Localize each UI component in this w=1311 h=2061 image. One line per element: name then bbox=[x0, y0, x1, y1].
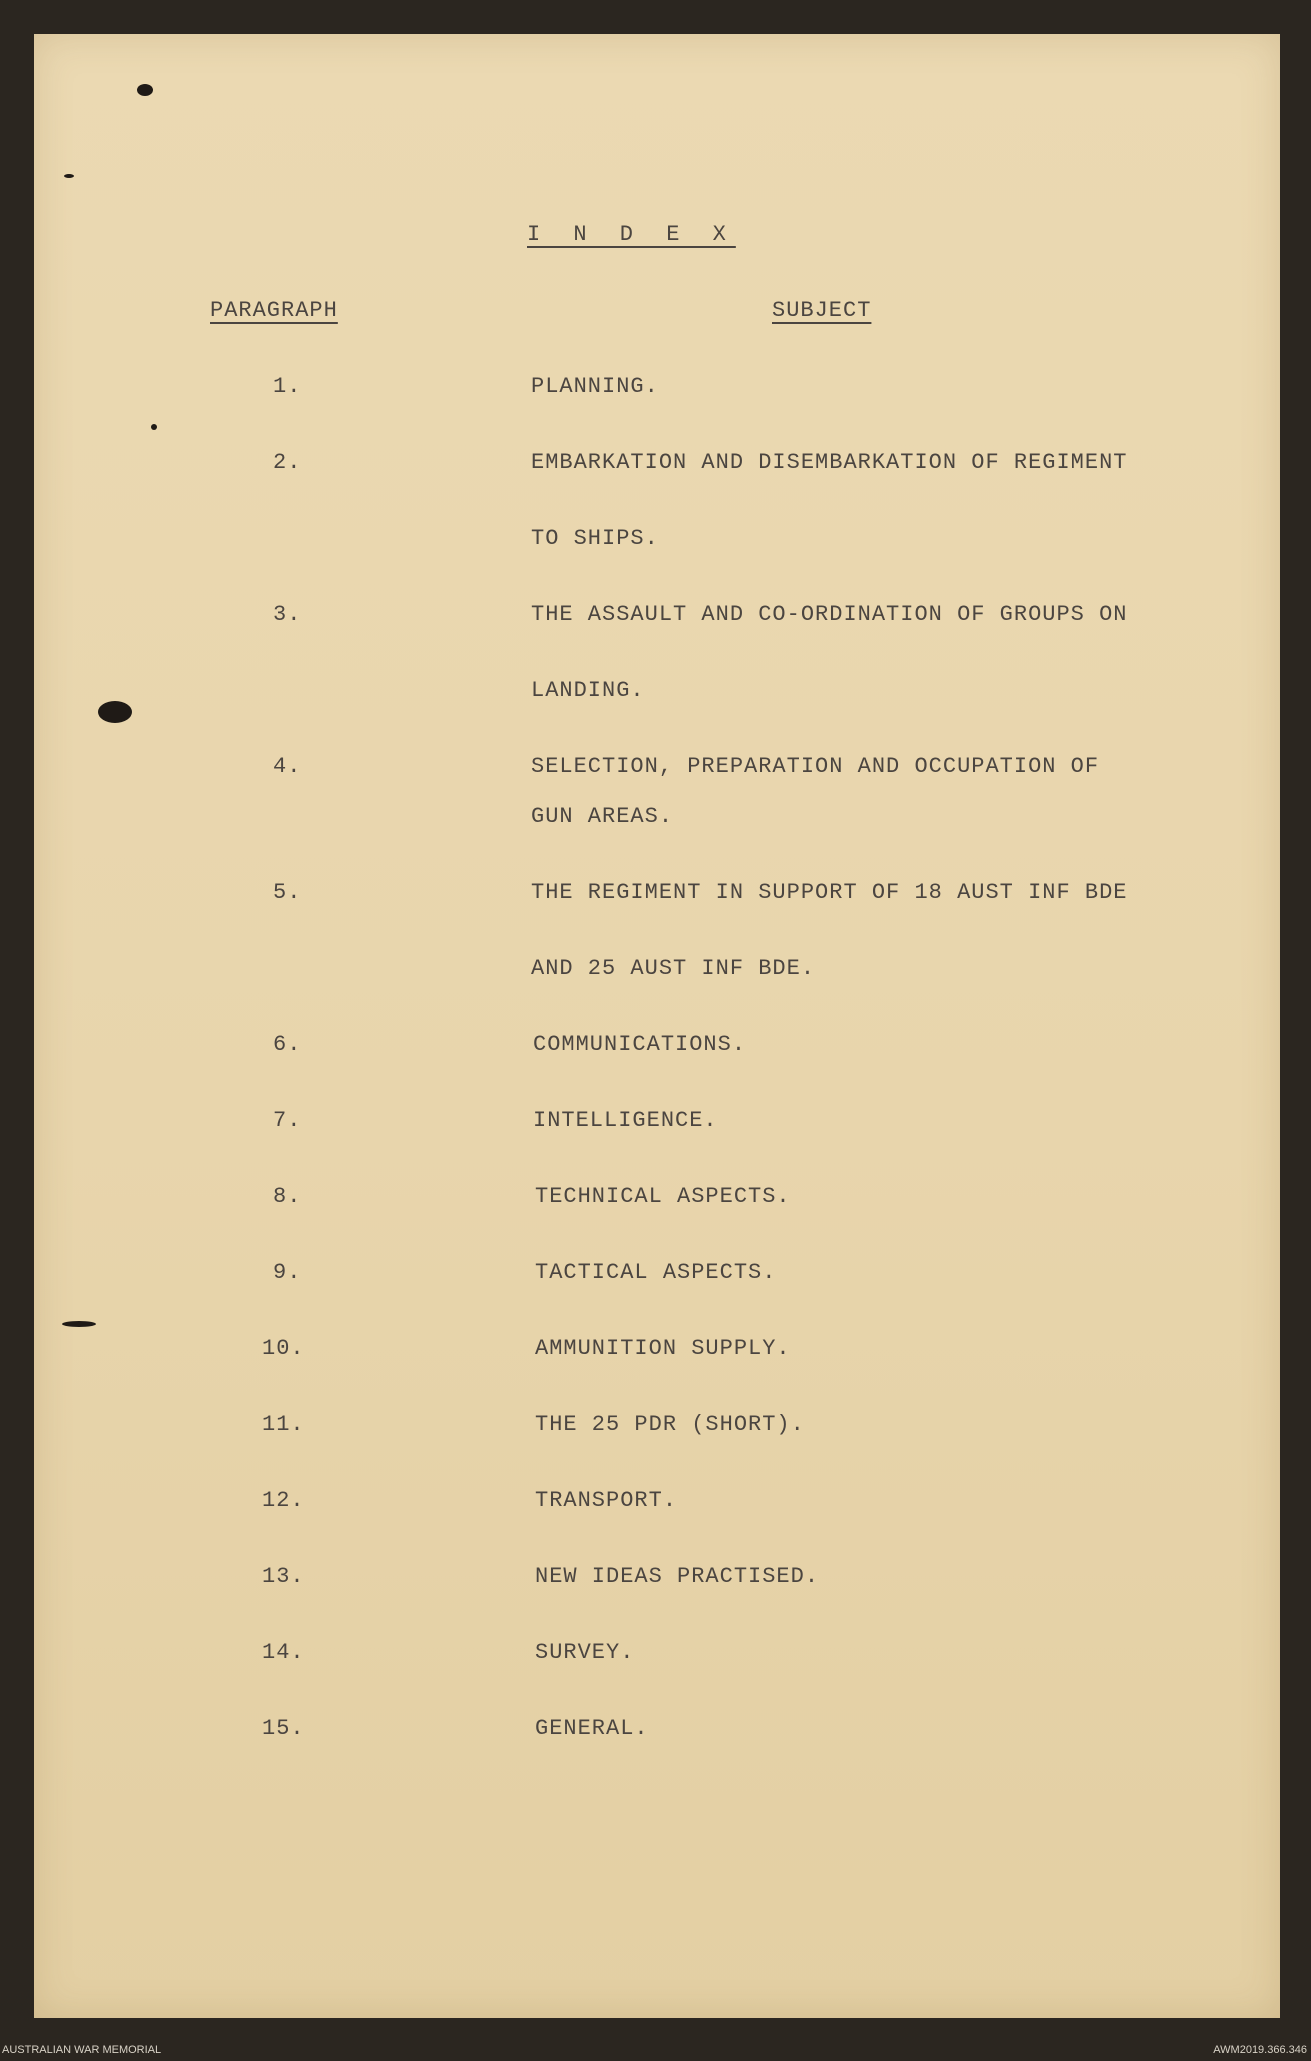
subject-line: GENERAL. bbox=[535, 1716, 649, 1741]
ink-mark bbox=[151, 424, 157, 430]
paragraph-number: 1. bbox=[273, 374, 302, 399]
paragraph-number: 8. bbox=[273, 1184, 302, 1209]
column-header-paragraph: PARAGRAPH bbox=[210, 298, 338, 323]
paragraph-number: 10. bbox=[262, 1336, 305, 1361]
paragraph-number: 12. bbox=[262, 1488, 305, 1513]
ink-mark bbox=[137, 84, 153, 96]
subject-line: THE 25 PDR (SHORT). bbox=[535, 1412, 805, 1437]
page-title: I N D E X bbox=[527, 222, 736, 247]
paragraph-number: 7. bbox=[273, 1108, 302, 1133]
paragraph-number: 2. bbox=[273, 450, 302, 475]
column-header-subject: SUBJECT bbox=[772, 298, 872, 323]
subject-line: THE ASSAULT AND CO-ORDINATION OF GROUPS ON bbox=[531, 602, 1128, 627]
subject-line: INTELLIGENCE. bbox=[533, 1108, 718, 1133]
subject-line-continued: LANDING. bbox=[531, 678, 645, 703]
ink-mark bbox=[64, 174, 74, 178]
paragraph-number: 9. bbox=[273, 1260, 302, 1285]
paragraph-number: 4. bbox=[273, 754, 302, 779]
footer-accession-number: AWM2019.366.346 bbox=[1213, 2044, 1307, 2056]
paragraph-number: 14. bbox=[262, 1640, 305, 1665]
ink-mark bbox=[98, 701, 132, 723]
paragraph-number: 5. bbox=[273, 880, 302, 905]
paragraph-number: 15. bbox=[262, 1716, 305, 1741]
document-page bbox=[34, 34, 1280, 2018]
subject-line-continued: TO SHIPS. bbox=[531, 526, 659, 551]
subject-line: PLANNING. bbox=[531, 374, 659, 399]
subject-line-continued: GUN AREAS. bbox=[531, 804, 674, 829]
subject-line: TECHNICAL ASPECTS. bbox=[535, 1184, 791, 1209]
footer-credit: AUSTRALIAN WAR MEMORIAL bbox=[2, 2044, 162, 2056]
subject-line: SURVEY. bbox=[535, 1640, 635, 1665]
paragraph-number: 3. bbox=[273, 602, 302, 627]
subject-line: AMMUNITION SUPPLY. bbox=[535, 1336, 791, 1361]
subject-line: COMMUNICATIONS. bbox=[533, 1032, 747, 1057]
subject-line: THE REGIMENT IN SUPPORT OF 18 AUST INF BDE bbox=[531, 880, 1128, 905]
subject-line-continued: AND 25 AUST INF BDE. bbox=[531, 956, 816, 981]
subject-line: TACTICAL ASPECTS. bbox=[535, 1260, 777, 1285]
subject-line: SELECTION, PREPARATION AND OCCUPATION OF bbox=[531, 754, 1100, 779]
subject-line: NEW IDEAS PRACTISED. bbox=[535, 1564, 820, 1589]
paragraph-number: 6. bbox=[273, 1032, 302, 1057]
ink-mark bbox=[62, 1321, 96, 1327]
paragraph-number: 11. bbox=[262, 1412, 305, 1437]
subject-line: EMBARKATION AND DISEMBARKATION OF REGIMENT bbox=[531, 450, 1128, 475]
paragraph-number: 13. bbox=[262, 1564, 305, 1589]
subject-line: TRANSPORT. bbox=[535, 1488, 678, 1513]
